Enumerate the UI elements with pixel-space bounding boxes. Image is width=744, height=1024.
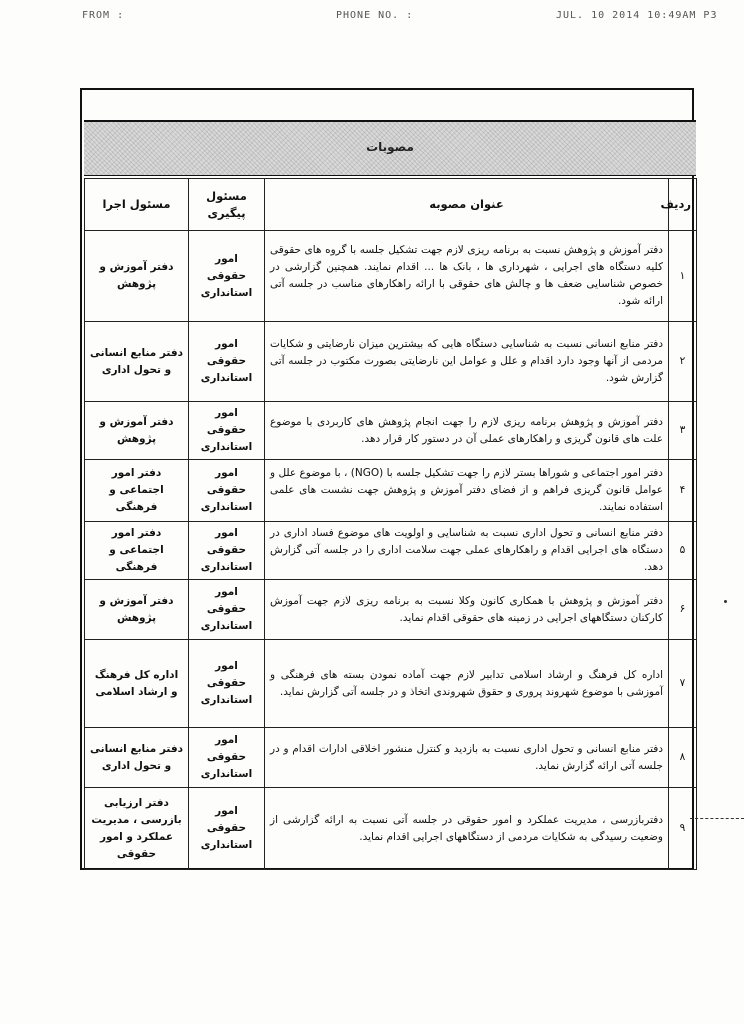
row-number: ۲ [669,322,697,402]
row-number: ۷ [669,640,697,728]
executive-unit: دفتر آموزش و پژوهش [85,402,189,460]
table-header-row [85,179,697,231]
executive-unit: دفتر آموزش و پژوهش [85,580,189,640]
table-row [85,460,697,522]
row-number: ۴ [669,460,697,522]
executive-unit: دفتر امور اجتماعی و فرهنگی [85,522,189,580]
row-number: ۹ [669,788,697,870]
row-number: ۵ [669,522,697,580]
resolution-text: دفتر منابع انسانی و تحول اداری نسبت به بازدید و کنترل منشور اخلاقی ادارات اقدام و در جلسه آتی ارائه گزارش نماید. [265,728,669,788]
follow-up-unit: امور حقوقی استانداری [189,728,265,788]
executive-unit: دفتر ارزیابی بازرسی ، مدیریت عملکرد و امور حقوقی [85,788,189,870]
follow-up-unit: امور حقوقی استانداری [189,322,265,402]
header-resolution-title: عنوان مصوبه [265,179,669,231]
fax-phone-label: PHONE NO. : [336,10,414,21]
fax-header [0,10,744,26]
executive-unit: دفتر امور اجتماعی و فرهنگی [85,460,189,522]
resolution-text: دفتر منابع انسانی نسبت به شناسایی دستگاه هایی که بیشترین میزان نارضایتی و شکایات مردمی از آنها وجود دارد اقدام و علل و عوامل این نارضایتی بصورت مکتوب در جلسه آتی گزارش شود. [265,322,669,402]
fax-from-label: FROM : [82,10,125,21]
resolution-text: دفتر منابع انسانی و تحول اداری نسبت به شناسایی و اولویت های موضوع فساد اداری در دستگاه های اجرایی اقدام و راهکارهای عملی جهت سلامت اداری را در جلسه آتی گزارش دهد. [265,522,669,580]
table-row [85,231,697,322]
follow-up-unit: امور حقوقی استانداری [189,231,265,322]
resolution-text: دفتربازرسی ، مدیریت عملکرد و امور حقوقی در جلسه آتی نسبت به ارائه گزارشی از وضعیت رسیدگی به شکایات مردمی از دستگاههای اجرایی اقدام نماید. [265,788,669,870]
header-executive-responsible: مسئول اجرا [85,179,189,231]
row-number: ۱ [669,231,697,322]
table-row [85,788,697,870]
fax-datetime: JUL. 10 2014 10:49AM P3 [556,10,718,21]
resolution-text: دفتر آموزش و پژوهش برنامه ریزی لازم را جهت انجام پژوهش های کاربردی با موضوع علت های قانون گریزی و راهکارهای عملی آن در دستور کار قرار دهد. [265,402,669,460]
follow-up-unit: امور حقوقی استانداری [189,522,265,580]
resolutions-table [84,178,697,870]
resolution-text: دفتر امور اجتماعی و شوراها بستر لازم را جهت تشکیل جلسه با (NGO) ، با موضوع علل و عوامل قانون گریزی فراهم و از فضای دفتر آموزش و پژوهش جهت نشست های علمی استفاده نمایند. [265,460,669,522]
follow-up-unit: امور حقوقی استانداری [189,460,265,522]
section-title: مصوبات [366,140,414,154]
row-number: ۳ [669,402,697,460]
follow-up-unit: امور حقوقی استانداری [189,788,265,870]
resolution-text: اداره کل فرهنگ و ارشاد اسلامی تدابیر لازم جهت آماده نمودن بسته های فرهنگی و آموزشی با موضوع شهروند پروری و حقوق شهروندی اتخاذ و در جلسه آتی گزارش نماید. [265,640,669,728]
header-row-number: ردیف [669,179,697,231]
executive-unit: اداره کل فرهنگ و ارشاد اسلامی [85,640,189,728]
table-row [85,580,697,640]
follow-up-unit: امور حقوقی استانداری [189,580,265,640]
section-title-bar [84,120,696,176]
executive-unit: دفتر منابع انسانی و تحول اداری [85,728,189,788]
follow-up-unit: امور حقوقی استانداری [189,640,265,728]
resolution-text: دفتر آموزش و پژوهش نسبت به برنامه ریزی لازم جهت تشکیل جلسه با گروه های حقوقی کلیه دستگاه های اجرایی ، شهرداری ها ، بانک ها ... اقدام نمایند. همچنین گزارشی در خصوص شناسایی ضعف ها و چالش های حقوقی با ارائه راهکارهای مناسب در جلسه آتی ارائه شود. [265,231,669,322]
follow-up-unit: امور حقوقی استانداری [189,402,265,460]
executive-unit: دفتر منابع انسانی و تحول اداری [85,322,189,402]
scan-dash-mark [690,818,744,819]
header-follow-up-responsible: مسئول پیگیری [189,179,265,231]
table-row [85,728,697,788]
row-number: ۸ [669,728,697,788]
resolution-text: دفتر آموزش و پژوهش با همکاری کانون وکلا نسبت به برنامه ریزی لازم جهت آموزش کارکنان دستگاههای اجرایی در زمینه های حقوقی اقدام نماید. [265,580,669,640]
table-row [85,402,697,460]
table-row [85,322,697,402]
scan-speck [724,600,727,603]
table-row [85,522,697,580]
executive-unit: دفتر آموزش و پژوهش [85,231,189,322]
row-number: ۶ [669,580,697,640]
table-row [85,640,697,728]
